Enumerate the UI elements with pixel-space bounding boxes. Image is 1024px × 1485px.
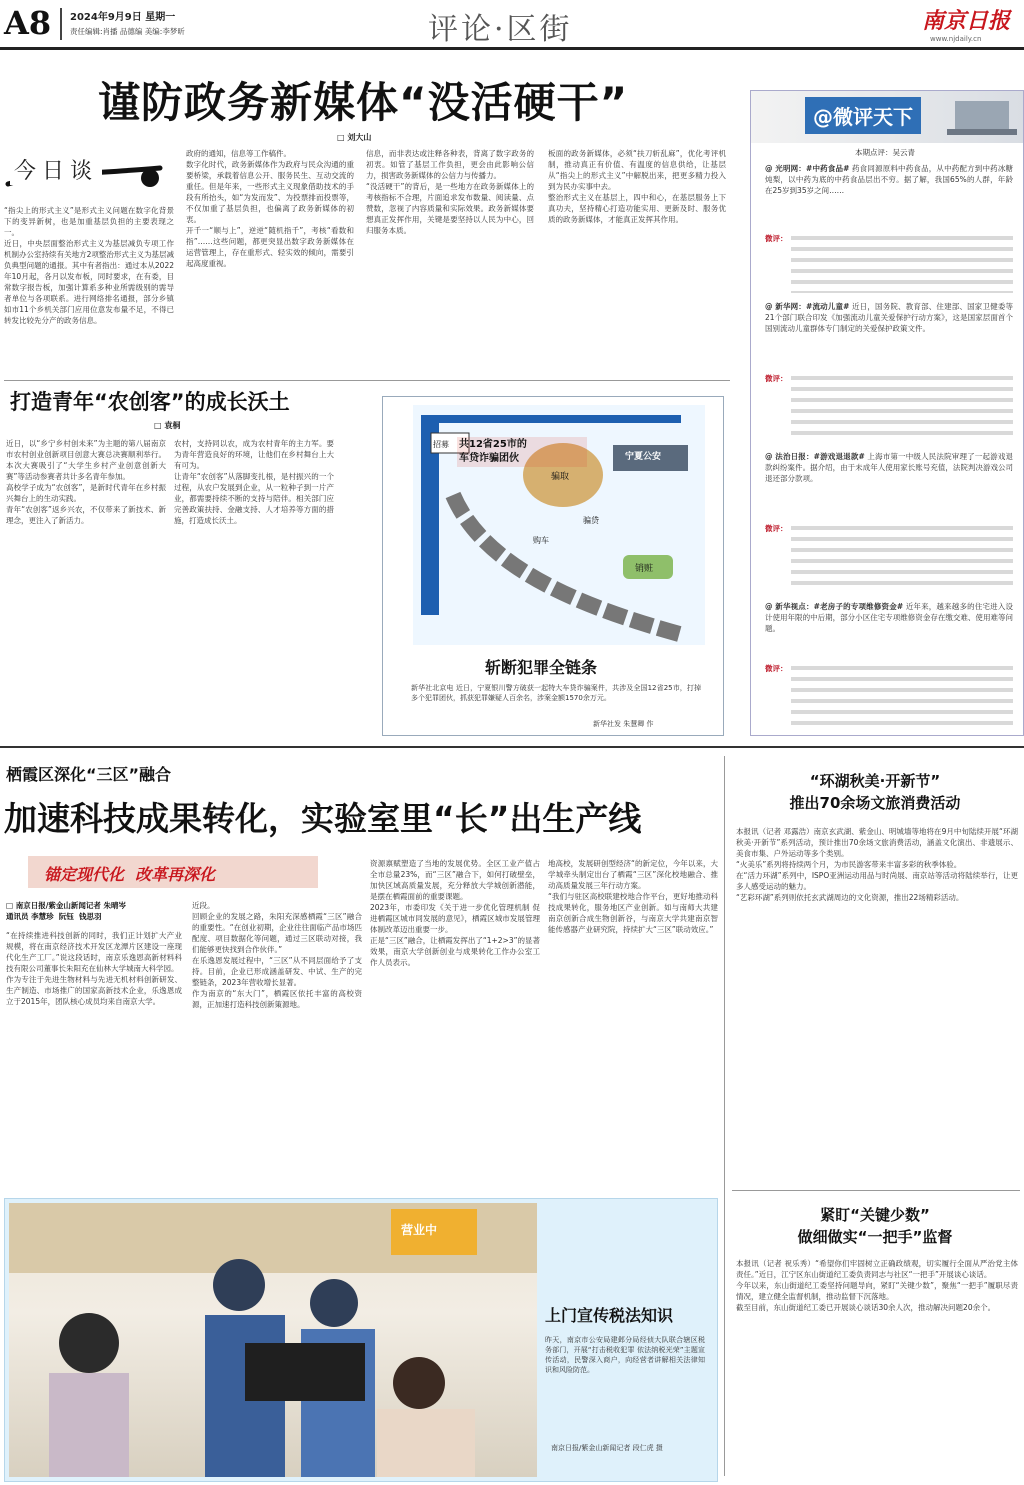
- sidebar-comment-label: 微评：: [765, 374, 788, 383]
- article-column-3: 信息，而非表达或注释各种表，背离了数字政务的初衷。如管了基层工作负担，更会由此影响公信力，损害政务新媒体的公信力与传播力。 “没活硬干”的背后，是一些地方在政务新媒体上的考核指标不合理，片面追求发布数量、阅读量、点赞数，忽视了内容质量和实际效果。政务新媒体要想真正发挥作用，关键是要坚持以人民为中心，回归服务本质。: [366, 149, 534, 235]
- cartoon-box: [382, 396, 724, 736]
- sidebar-item: [765, 163, 1013, 293]
- cartoon-label-5: 销赃: [635, 564, 654, 574]
- bottom-column-2: 近段。 回顾企业的发展之路，朱阳充深感栖霞“三区”融合的重要性。“在创业初期，企业往往面临产品市场匹配度、项目数据化等问题，通过三区联动对接，我们能够更快找到合作伙伴。” 在乐逸恩发展过程中，“三区”从不同层面给予了支持。目前，企业已形成涵盖研发、中试、生产的完整链条，2023年营收增长显著。 作为南京的“东大门”，栖霞区依托丰富的高校资源，正加速打造科技创新策源地。: [192, 901, 362, 1009]
- sub-article-2-col1: 近日，以“乡宁乡村创未来”为主题的第八届南京市农村创业创新项目创意大赛总决赛顺利举行。本次大赛吸引了“大学生乡村产业创意创新大赛”等活动参赛者共计多名青年参加。 高校学子成为“农创客”，是新时代青年在乡村振兴舞台上的生动实践。 青年“农创客”返乡兴农，不仅带来了新技术、新理念，更注入了新活力。: [6, 439, 166, 525]
- cartoon-label-6: 招募: [433, 440, 449, 449]
- cartoon-label-3: 宁夏公安: [625, 452, 662, 462]
- photo-box: [4, 1198, 718, 1482]
- photo-title: 上门宣传税法知识: [545, 1306, 674, 1325]
- shop-sign-text: 营业中: [401, 1223, 438, 1237]
- bottom-headline: 加速科技成果转化，实验室里“长”出生产线: [4, 799, 642, 838]
- sidebar-body: 近日，国务院、教育部、住建部、国家卫健委等21个部门联合印发《加强流动儿童关爱保护行动方案》，这是国家层面首个国别流动儿童群体专门制定的关爱保护政策文件。: [765, 302, 1013, 333]
- right-story-2-headline: 紧盯“关键少数” 做细做实“一把手”监督: [797, 1206, 953, 1246]
- right-story-2-body: 本报讯（记者 祝乐秀）“希望你们牢固树立正确政绩观，切实履行全面从严治党主体责任。”近日，江宁区东山街道纪工委负责同志与社区“一把手”开展谈心谈话。 今年以来，东山街道纪工委坚持问题导向，紧盯“关键少数”，聚焦“一把手”履职尽责情况，建立健全监督机制，推动监督下沉落地。 截至目前，东山街道纪工委已开展谈心谈话30余人次，推动解决问题20余个。: [736, 1259, 1018, 1312]
- sidebar-source: @ 光明网：#中药食品#: [765, 164, 850, 173]
- sub-byline-2: □ 袁桐: [154, 421, 181, 430]
- sidebar-comment-text: [791, 373, 1013, 439]
- bottom-column-3: 资源禀赋塑造了当地的发展优势。全区工业产值占全市总量23%，而“三区”融合下，如何打破壁垒，加快区域高质量发展，充分释放大学城创新潜能，是摆在栖霞面前的重要课题。 2023年，市委印发《关于进一步优化管理机制 促进栖霞区城市同发展的意见》，栖霞区城市发展管理体制改革迈出重要一步。 正是“三区”融合，让栖霞发挥出了“1+2>3”的显著效果，南京大学创新创业与成果转化工作办公室工作人员表示。: [370, 859, 540, 967]
- article-column-4: 板面的政务新媒体，必须“扶刀斩乱麻”，优化考评机制，推动真正有价值、有温度的信息供给，让基层从“指尖上的形式主义”中解脱出来，把更多精力投入到为民办实事中去。 整治形式主义在基层上，四中和心，在基层服务上下真功夫，坚持精心打造功能实用、更新及时、服务优质的政务新媒体，才能真正发挥其作用。: [548, 149, 726, 224]
- cartoon-caption: 新华社北京电 近日，宁夏银川警方破获一起特大车贷诈骗案件，共涉及全国12省25市，打掉多个犯罪团伙，抓获犯罪嫌疑人百余名，涉案金额1570余万元。: [411, 684, 701, 702]
- sidebar-banner: [751, 91, 1023, 143]
- sidebar-body: 上海市第一中级人民法院审理了一起游戏退款纠纷案件。据介绍，由于未成年人使用家长账号充值，法院判决游戏公司退还部分款项。: [765, 452, 1013, 483]
- sub-article-2-col2: 农村，支持同以农，成为农村青年的主力军。要为青年营造良好的环境，让他们在乡村舞台上大有可为。 让青年“农创客”从落脚变扎根，是村振兴的一个过程，从农户发展到企业，从一粒种子到一片产业，都需要持续不断的支持与陪伴。相关部门应完善政策扶持、金融支持、人才培养等方面的措施，打造成长沃土。: [174, 439, 334, 525]
- reform-banner-text: 锚定现代化 改革再深化: [44, 865, 216, 884]
- masthead: [0, 0, 1024, 50]
- bottom-kicker: 栖霞区深化“三区”融合: [6, 765, 172, 784]
- section-title: 评论·区街: [428, 12, 573, 47]
- sidebar-comment-text: [791, 233, 1013, 293]
- sidebar-box: [750, 90, 1024, 736]
- right-story-1-body: 本报讯（记者 邓露浩）南京玄武湖、紫金山、明城墙等地将在9月中旬陆续开展“环湖秋美·开新节”系列活动，预计推出70余场文旅消费活动，涵盖文化演出、非遗展示、美食市集、户外运动等多个类别。 “火美乐”系列将持续两个月，为市民游客带来丰富多彩的秋季体验。 在“活力环湖”系列中，ISPO亚洲运动用品与时尚展、南京站等活动将陆续举行，让更多人感受运动的魅力。 “艺彩环湖”系列则依托玄武湖周边的文化资源，推出22场精彩活动。: [736, 827, 1018, 902]
- editors-line: 责任编辑:肖播 品德编 美编:李梦昕: [70, 27, 185, 36]
- main-headline: 谨防政务新媒体“没活硬干”: [98, 78, 629, 127]
- sidebar-body: 近年来，越来越多的住宅进入设计使用年限的中后期，部分小区住宅专项维修资金存在缴交难、使用难等问题。: [765, 602, 1013, 633]
- photo-caption: 昨天，南京市公安局建邺分局经侦大队联合辖区税务部门，开展“打击税收犯罪 依法纳税光荣”主题宣传活动，民警深入商户，向经营者讲解相关法律知识和风险防范。: [545, 1336, 705, 1374]
- photo-credit: 南京日报/紫金山新闻记者 段仁虎 摄: [551, 1444, 663, 1452]
- sidebar-item: [765, 301, 1013, 441]
- cartoon-image: [413, 405, 705, 645]
- sidebar-comment-label: 微评：: [765, 524, 788, 533]
- cartoon-label-7: 购车: [533, 536, 549, 545]
- sidebar-comment-label: 微评：: [765, 664, 788, 673]
- article-column-2: 政府的通知，信息等工作稿件。 数字化时代，政务新媒体作为政府与民众沟通的重要桥梁，承载着信息公开、服务民生、互动交流的重任。但是年来，一些形式主义现象借助技术的手段有所抬头，如“为发而发”、为投票排而投票等，不仅加重了基层负担，也偏离了政务新媒体的初衷。 开千一“顺与上”，逆逆“随机指千”，考核“看数和指”……这些问题，都更突显出数字政务新媒体在运营管理上，存在重形式、轻实效的倾向，需要引起高度重视。: [186, 149, 354, 268]
- sidebar-comment-text: [791, 663, 1013, 725]
- police-tax-promotion-photo: [9, 1203, 537, 1477]
- sidebar-comment-text: [791, 523, 1013, 589]
- sidebar-item: [765, 451, 1013, 591]
- laptop-icon: [947, 97, 1017, 137]
- column-tag: 今日谈: [10, 154, 102, 185]
- column-logo: [0, 148, 170, 200]
- cartoon-title: 斩断犯罪全链条: [485, 658, 598, 677]
- website: www.njdaily.cn: [930, 35, 982, 43]
- cartoon-label-8: 骗贷: [583, 516, 599, 525]
- sidebar-item: [765, 601, 1013, 727]
- sidebar-body: 药食同源原料中药食品，从中药配方到中药冰糖炖梨，以中药为底的中药食品层出不穷。据了解，我国65%的人群，年龄在25岁到35岁之间……: [765, 164, 1013, 195]
- news-photo: [9, 1203, 537, 1477]
- sub-headline-2: 打造青年“农创客”的成长沃土: [10, 390, 290, 414]
- reform-banner: [28, 856, 318, 888]
- bottom-lead-column: “在持续推进科技创新的同时，我们正计划扩大产业规模，将在南京经济技术开发区龙潭片区建设一座现代化生产工厂。”说这段话时，南京乐逸恩高新材料科技有限公司董事长朱阳充在仙林大学城南大科学园。 作为专注于先进生物材料与先进无机材料创新研发、生产制造、市场推广的国家高新技术企业，乐逸恩成立于2015年，团队核心成员均来自南京大学。: [6, 931, 182, 1006]
- sidebar-title: @微评天下: [805, 97, 921, 134]
- article-intro-column: “指尖上的形式主义”是形式主义问题在数字化背景下的变异新树，也是加重基层负担的主要表现之一。 近日，中央层面整治形式主义为基层减负专项工作机制办公室持续有关地方2项整治形式主义为基层减负典型问题的通报。其中有者指出：通过本从2022年10月起，各月以发布板，同时要求，在有委，目常数字报告板，加强计算系多种业所需级别的需导者单位与各项联系。进行网络排名通报，部分乡镇如市11个乡机关部门应用位意发布量不足，不得已转发比较先分产的政务信息。: [4, 206, 174, 325]
- cartoon-credit: 新华社发 朱慧卿 作: [593, 720, 654, 728]
- right-story-1-headline: “环湖秋美·开新节” 推出70余场文旅消费活动: [789, 772, 961, 812]
- bottom-column-4: 地高校，发展研创型经济“的新定位，今年以来，大学城牵头制定出台了栖霞“三区”深化校地融合、推动高质量发展三年行动方案。 “我们与驻区高校联建校地合作平台，更好地推动科技成果转化，服务地区产业创新。如与南师大共建南京创新合成生物创新谷，与南京大学共建南京智能传感器产业研究院，持续扩大“三区”联动效应。”: [548, 859, 718, 934]
- cartoon-label-1: 共12省25市的: [459, 439, 527, 450]
- sidebar-source: @ 新华视点：#老房子的专项维修资金#: [765, 602, 904, 611]
- issue-date: 2024年9月9日 星期一: [70, 12, 176, 23]
- newspaper-logo: 南京日报: [922, 8, 1011, 34]
- sidebar-source: @ 法治日报：#游戏退退款#: [765, 452, 865, 461]
- sidebar-editor: 本期点评：吴云青: [855, 148, 915, 157]
- sidebar-source: @ 新华网：#流动儿童#: [765, 302, 850, 311]
- cartoon-label-4: 骗取: [551, 472, 570, 482]
- chain-cartoon-illustration: [413, 405, 705, 645]
- bottom-byline: □ 南京日报/紫金山新闻记者 朱晴岑 通讯员 李慧珍 阮钰 钱思羽: [6, 901, 127, 921]
- page-number: A8: [4, 4, 52, 42]
- cartoon-label-2: 车贷诈骗团伙: [459, 453, 519, 464]
- sidebar-comment-label: 微评：: [765, 234, 788, 243]
- main-byline: □ 刘大山: [337, 133, 372, 142]
